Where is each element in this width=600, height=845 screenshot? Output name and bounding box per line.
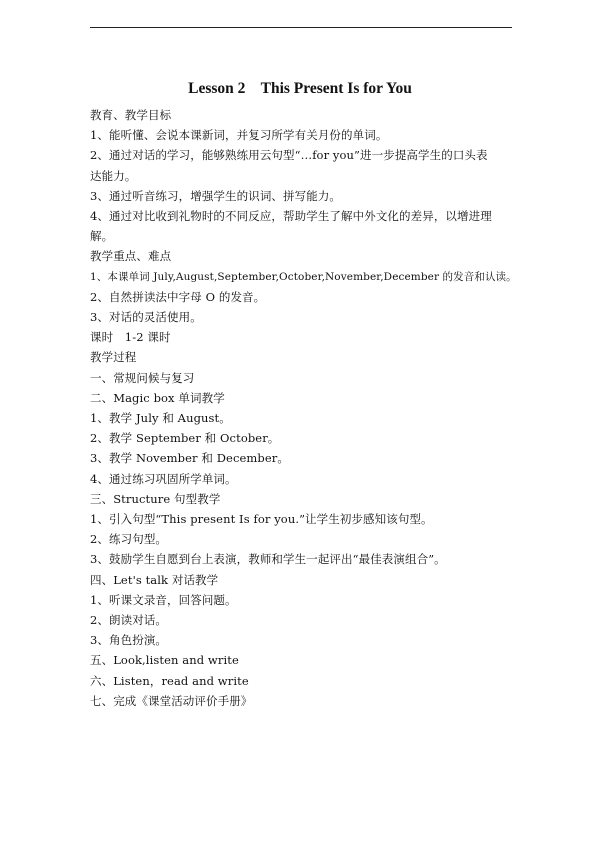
process-step-4-item-2: 2、朗读对话。	[90, 613, 168, 628]
process-step-3-item-1: 1、引入句型“This present Is for you.”让学生初步感知该句型。	[90, 512, 433, 527]
process-step-3: 三、Structure 句型教学	[90, 491, 221, 506]
process-step-4-item-3: 3、角色扮演。	[90, 633, 168, 648]
process-step-2: 二、Magic box 单词教学	[90, 390, 225, 405]
process-step-4-item-1: 1、听课文录音，回答问题。	[90, 592, 237, 607]
document-body	[90, 105, 520, 711]
process-step-2-item-2: 2、教学 September 和 October。	[90, 431, 280, 446]
header-rule	[90, 27, 512, 28]
process-step-2-item-3: 3、教学 November 和 December。	[90, 451, 289, 466]
section-heading-key-points: 教学重点、难点	[90, 249, 172, 264]
section-heading-objectives: 教育、教学目标	[90, 108, 172, 122]
process-step-2-item-4: 4、通过练习巩固所学单词。	[90, 471, 237, 486]
key-point-item-3: 3、对话的灵活使用。	[90, 310, 202, 325]
process-step-4: 四、Let's talk 对话教学	[90, 572, 219, 587]
process-step-1: 一、常规问候与复习	[90, 370, 195, 385]
objective-item-2: 2、通过对话的学习，能够熟练用云句型“…for you”进一步提高学生的口头表	[90, 148, 488, 163]
key-point-item-1: 1、本课单词 July,August,September,October,November,December 的发音和认读。	[90, 270, 517, 283]
process-step-5: 五、Look,listen and write	[90, 653, 239, 668]
objective-item-1: 1、能听懂、会说本课新词，并复习所学有关月份的单词。	[90, 128, 388, 143]
key-point-item-2: 2、自然拼读法中字母 O 的发音。	[90, 289, 266, 304]
objective-item-3: 3、通过听音练习，增强学生的识词、拼写能力。	[90, 188, 342, 203]
document-title: Lesson 2 This Present Is for You	[188, 80, 412, 97]
process-step-2-item-1: 1、教学 July 和 August。	[90, 411, 231, 426]
objective-item-2-continued: 达能力。	[90, 168, 137, 183]
lesson-hours: 课时 1-2 课时	[90, 330, 171, 345]
process-step-3-item-2: 2、练习句型。	[90, 532, 168, 547]
process-step-6: 六、Listen，read and write	[90, 673, 249, 688]
process-step-7: 七、完成《课堂活动评价手册》	[90, 693, 253, 708]
objective-item-4-continued: 解。	[90, 229, 114, 244]
section-heading-process: 教学过程	[90, 350, 137, 365]
objective-item-4: 4、通过对比收到礼物时的不同反应，帮助学生了解中外文化的差异，以增进理	[90, 209, 492, 224]
process-step-3-item-3: 3、鼓励学生自愿到台上表演，教师和学生一起评出“最佳表演组合”。	[90, 552, 446, 567]
